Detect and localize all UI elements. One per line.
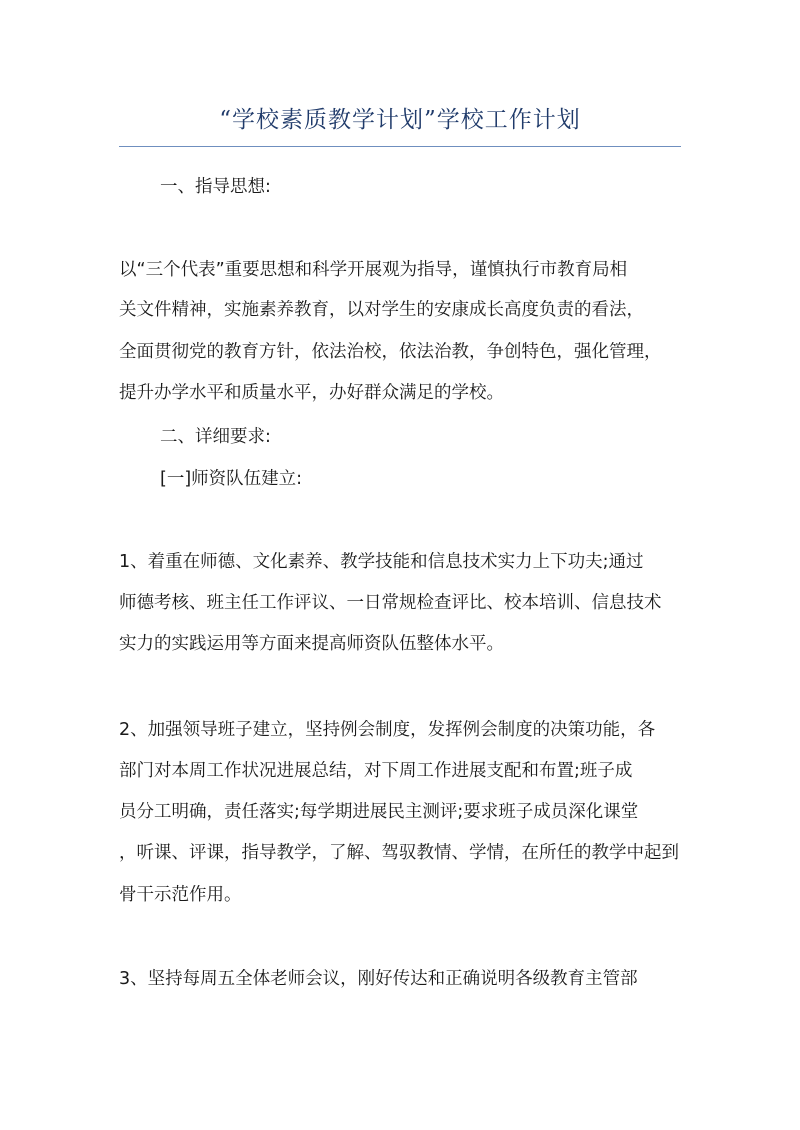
title-divider	[119, 146, 681, 147]
paragraph-line: 以“三个代表”重要思想和科学开展观为指导，谨慎执行市教育局相	[119, 260, 628, 280]
subsection-heading-staff-building: [一]师资队伍建立:	[160, 469, 303, 489]
paragraph-line: 关文件精神，实施素养教育，以对学生的安康成长高度负责的看法，	[119, 300, 644, 320]
section-heading-guiding-ideology: 一、指导思想:	[160, 177, 271, 197]
section-heading-detailed-requirements: 二、详细要求:	[160, 427, 271, 447]
paragraph-line: 实力的实践运用等方面来提高师资队伍整体水平。	[119, 634, 504, 654]
paragraph-line: ，听课、评课，指导教学，了解、驾驭教情、学情，在所任的教学中起到	[119, 843, 679, 863]
paragraph-line: 3、坚持每周五全体老师会议，刚好传达和正确说明各级教育主管部	[119, 969, 638, 989]
paragraph-line: 提升办学水平和质量水平，办好群众满足的学校。	[119, 383, 504, 403]
paragraph-line: 全面贯彻党的教育方针，依法治校，依法治教，争创特色，强化管理，	[119, 342, 662, 362]
paragraph-line: 师德考核、班主任工作评议、一日常规检查评比、校本培训、信息技术	[119, 593, 662, 613]
paragraph-line: 员分工明确，责任落实;每学期进展民主测评;要求班子成员深化课堂	[119, 802, 639, 822]
paragraph-line: 部门对本周工作状况进展总结，对下周工作进展支配和布置;班子成	[119, 761, 633, 781]
document-title: “学校素质教学计划”学校工作计划	[219, 107, 581, 133]
paragraph-line: 1、着重在师德、文化素养、教学技能和信息技术实力上下功夫;通过	[119, 552, 644, 572]
paragraph-line: 2、加强领导班子建立，坚持例会制度，发挥例会制度的决策功能，各	[119, 720, 656, 740]
paragraph-line: 骨干示范作用。	[119, 885, 242, 905]
